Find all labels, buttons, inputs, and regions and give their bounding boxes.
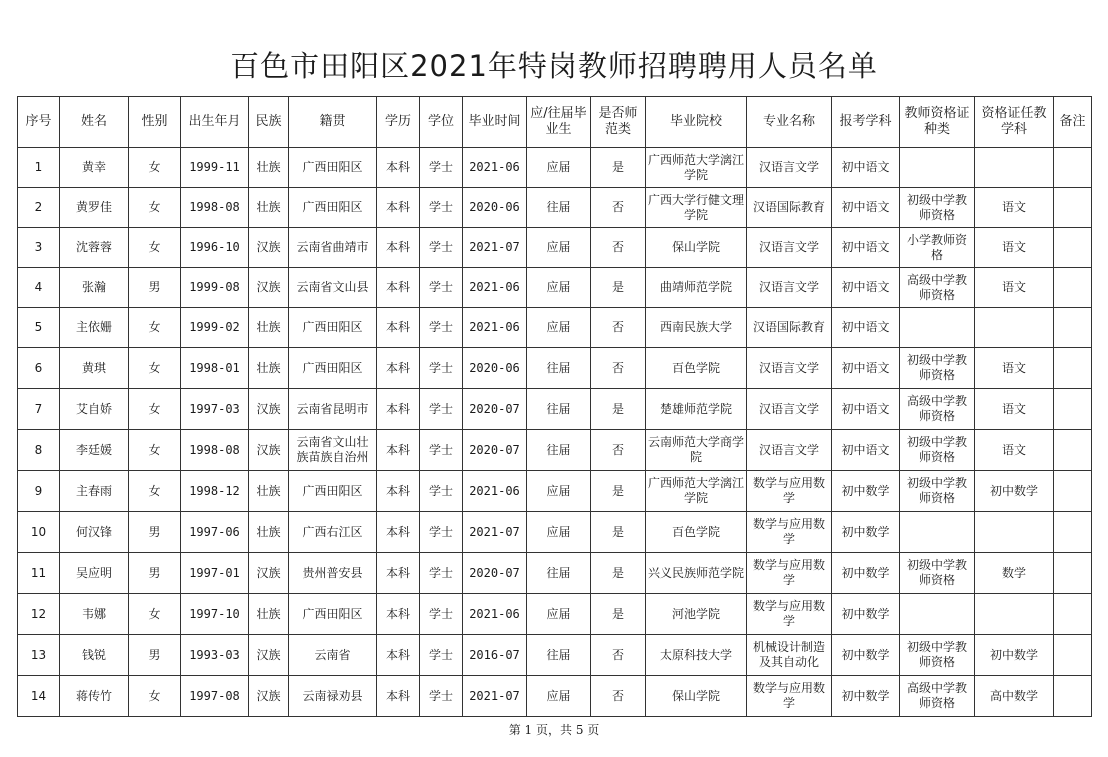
cell-certificate-subject: 数学: [975, 553, 1054, 594]
cell-native-place: 广西田阳区: [289, 188, 377, 228]
cell-normal-major: 是: [591, 512, 646, 553]
page-title: 百色市田阳区2021年特岗教师招聘聘用人员名单: [230, 49, 878, 83]
cell-gender: 女: [129, 308, 181, 348]
cell-graduation-date: 2021-06: [463, 268, 527, 308]
cell-birth: 1997-06: [181, 512, 249, 553]
cell-gender: 男: [129, 635, 181, 676]
cell-ethnicity: 壮族: [249, 348, 289, 389]
cell-graduate-status: 应届: [527, 308, 591, 348]
cell-native-place: 云南省曲靖市: [289, 228, 377, 268]
cell-seq: 4: [18, 268, 60, 308]
cell-remarks: [1054, 188, 1092, 228]
cell-ethnicity: 汉族: [249, 553, 289, 594]
cell-normal-major: 是: [591, 471, 646, 512]
table-body: [18, 148, 1092, 717]
cell-graduate-status: 应届: [527, 268, 591, 308]
cell-subject: 初中数学: [832, 594, 900, 635]
cell-subject: 初中语文: [832, 389, 900, 430]
cell-native-place: 贵州普安县: [289, 553, 377, 594]
cell-ethnicity: 壮族: [249, 594, 289, 635]
cell-education: 本科: [377, 635, 420, 676]
cell-graduation-date: 2021-06: [463, 148, 527, 188]
cell-education: 本科: [377, 471, 420, 512]
cell-education: 本科: [377, 594, 420, 635]
cell-gender: 女: [129, 594, 181, 635]
cell-seq: 3: [18, 228, 60, 268]
cell-education: 本科: [377, 148, 420, 188]
cell-subject: 初中数学: [832, 471, 900, 512]
cell-graduation-date: 2020-07: [463, 553, 527, 594]
cell-gender: 女: [129, 430, 181, 471]
cell-education: 本科: [377, 389, 420, 430]
cell-certificate-type: 高级中学教师资格: [900, 676, 975, 717]
cell-certificate-subject: [975, 148, 1054, 188]
cell-school: 广西师范大学漓江学院: [646, 148, 747, 188]
cell-certificate-type: 初级中学教师资格: [900, 188, 975, 228]
cell-certificate-subject: 语文: [975, 188, 1054, 228]
cell-gender: 女: [129, 148, 181, 188]
header-remarks: 备注: [1054, 97, 1092, 148]
cell-degree: 学士: [420, 430, 463, 471]
cell-normal-major: 否: [591, 228, 646, 268]
header-native-place: 籍贯: [289, 97, 377, 148]
cell-subject: 初中语文: [832, 308, 900, 348]
cell-school: 广西师范大学漓江学院: [646, 471, 747, 512]
table-row: [18, 188, 1092, 228]
cell-school: 曲靖师范学院: [646, 268, 747, 308]
cell-normal-major: 否: [591, 188, 646, 228]
cell-certificate-type: 高级中学教师资格: [900, 389, 975, 430]
table-row: [18, 471, 1092, 512]
cell-name: 钱锐: [60, 635, 129, 676]
cell-school: 河池学院: [646, 594, 747, 635]
cell-graduation-date: 2020-07: [463, 389, 527, 430]
cell-certificate-subject: 初中数学: [975, 471, 1054, 512]
cell-seq: 11: [18, 553, 60, 594]
cell-graduate-status: 往届: [527, 188, 591, 228]
cell-subject: 初中数学: [832, 512, 900, 553]
cell-ethnicity: 汉族: [249, 268, 289, 308]
cell-degree: 学士: [420, 188, 463, 228]
cell-education: 本科: [377, 676, 420, 717]
cell-normal-major: 否: [591, 348, 646, 389]
cell-birth: 1993-03: [181, 635, 249, 676]
table-row: [18, 594, 1092, 635]
cell-degree: 学士: [420, 308, 463, 348]
cell-graduation-date: 2021-06: [463, 308, 527, 348]
cell-name: 李廷媛: [60, 430, 129, 471]
cell-certificate-type: 初级中学教师资格: [900, 635, 975, 676]
cell-certificate-subject: 初中数学: [975, 635, 1054, 676]
cell-birth: 1999-11: [181, 148, 249, 188]
cell-name: 黄罗佳: [60, 188, 129, 228]
cell-graduation-date: 2020-07: [463, 430, 527, 471]
cell-education: 本科: [377, 188, 420, 228]
cell-name: 韦娜: [60, 594, 129, 635]
cell-seq: 10: [18, 512, 60, 553]
cell-graduation-date: 2021-06: [463, 594, 527, 635]
cell-graduation-date: 2016-07: [463, 635, 527, 676]
cell-school: 楚雄师范学院: [646, 389, 747, 430]
cell-major: 数学与应用数学: [747, 594, 832, 635]
table-row: [18, 553, 1092, 594]
cell-certificate-type: 初级中学教师资格: [900, 430, 975, 471]
cell-seq: 6: [18, 348, 60, 389]
cell-remarks: [1054, 553, 1092, 594]
cell-degree: 学士: [420, 553, 463, 594]
cell-native-place: 云南省昆明市: [289, 389, 377, 430]
cell-native-place: 云南禄劝县: [289, 676, 377, 717]
cell-major: 汉语言文学: [747, 148, 832, 188]
cell-major: 数学与应用数学: [747, 471, 832, 512]
cell-graduation-date: 2021-07: [463, 228, 527, 268]
cell-degree: 学士: [420, 228, 463, 268]
cell-normal-major: 是: [591, 594, 646, 635]
cell-native-place: 广西田阳区: [289, 594, 377, 635]
cell-school: 太原科技大学: [646, 635, 747, 676]
cell-graduate-status: 应届: [527, 512, 591, 553]
cell-certificate-subject: 语文: [975, 228, 1054, 268]
cell-school: 西南民族大学: [646, 308, 747, 348]
cell-birth: 1997-08: [181, 676, 249, 717]
table-row: [18, 430, 1092, 471]
header-certificate-subject: 资格证任教学科: [975, 97, 1054, 148]
cell-birth: 1998-12: [181, 471, 249, 512]
cell-subject: 初中语文: [832, 228, 900, 268]
cell-major: 汉语言文学: [747, 430, 832, 471]
cell-normal-major: 否: [591, 430, 646, 471]
cell-gender: 女: [129, 389, 181, 430]
table-row: [18, 635, 1092, 676]
cell-major: 汉语国际教育: [747, 308, 832, 348]
cell-name: 何汉锋: [60, 512, 129, 553]
cell-graduate-status: 往届: [527, 430, 591, 471]
cell-graduation-date: 2020-06: [463, 348, 527, 389]
cell-education: 本科: [377, 553, 420, 594]
cell-degree: 学士: [420, 594, 463, 635]
cell-native-place: 广西右江区: [289, 512, 377, 553]
header-gender: 性别: [129, 97, 181, 148]
cell-remarks: [1054, 430, 1092, 471]
cell-native-place: 广西田阳区: [289, 148, 377, 188]
cell-gender: 男: [129, 512, 181, 553]
cell-remarks: [1054, 512, 1092, 553]
cell-subject: 初中数学: [832, 553, 900, 594]
cell-native-place: 广西田阳区: [289, 471, 377, 512]
cell-native-place: 广西田阳区: [289, 348, 377, 389]
cell-school: 保山学院: [646, 676, 747, 717]
cell-seq: 13: [18, 635, 60, 676]
cell-major: 数学与应用数学: [747, 553, 832, 594]
cell-degree: 学士: [420, 148, 463, 188]
cell-subject: 初中语文: [832, 268, 900, 308]
table-row: [18, 308, 1092, 348]
cell-certificate-type: 初级中学教师资格: [900, 553, 975, 594]
cell-education: 本科: [377, 268, 420, 308]
cell-graduate-status: 应届: [527, 594, 591, 635]
cell-name: 张瀚: [60, 268, 129, 308]
cell-major: 机械设计制造及其自动化: [747, 635, 832, 676]
cell-gender: 男: [129, 553, 181, 594]
cell-ethnicity: 壮族: [249, 148, 289, 188]
cell-education: 本科: [377, 228, 420, 268]
cell-gender: 女: [129, 676, 181, 717]
cell-birth: 1999-08: [181, 268, 249, 308]
cell-subject: 初中语文: [832, 348, 900, 389]
cell-certificate-subject: 语文: [975, 348, 1054, 389]
cell-education: 本科: [377, 348, 420, 389]
cell-graduate-status: 应届: [527, 228, 591, 268]
hiring-roster-table: [17, 96, 1092, 717]
header-subject: 报考学科: [832, 97, 900, 148]
table-row: [18, 148, 1092, 188]
cell-native-place: 云南省文山县: [289, 268, 377, 308]
cell-seq: 5: [18, 308, 60, 348]
cell-ethnicity: 壮族: [249, 308, 289, 348]
cell-birth: 1996-10: [181, 228, 249, 268]
cell-major: 汉语言文学: [747, 389, 832, 430]
header-school: 毕业院校: [646, 97, 747, 148]
cell-school: 兴义民族师范学院: [646, 553, 747, 594]
cell-subject: 初中语文: [832, 188, 900, 228]
cell-remarks: [1054, 268, 1092, 308]
cell-remarks: [1054, 676, 1092, 717]
cell-gender: 男: [129, 268, 181, 308]
cell-seq: 7: [18, 389, 60, 430]
cell-education: 本科: [377, 430, 420, 471]
cell-school: 云南师范大学商学院: [646, 430, 747, 471]
cell-degree: 学士: [420, 635, 463, 676]
header-normal-major: 是否师范类: [591, 97, 646, 148]
table-row: [18, 268, 1092, 308]
cell-subject: 初中语文: [832, 430, 900, 471]
cell-school: 保山学院: [646, 228, 747, 268]
cell-major: 汉语言文学: [747, 268, 832, 308]
cell-certificate-subject: 语文: [975, 430, 1054, 471]
cell-remarks: [1054, 228, 1092, 268]
cell-ethnicity: 壮族: [249, 471, 289, 512]
cell-major: 汉语国际教育: [747, 188, 832, 228]
cell-normal-major: 是: [591, 148, 646, 188]
header-degree: 学位: [420, 97, 463, 148]
cell-seq: 2: [18, 188, 60, 228]
cell-certificate-subject: [975, 512, 1054, 553]
cell-graduate-status: 往届: [527, 553, 591, 594]
header-seq: 序号: [18, 97, 60, 148]
cell-name: 主春雨: [60, 471, 129, 512]
cell-major: 数学与应用数学: [747, 676, 832, 717]
cell-gender: 女: [129, 188, 181, 228]
cell-birth: 1998-08: [181, 430, 249, 471]
cell-name: 吴应明: [60, 553, 129, 594]
header-name: 姓名: [60, 97, 129, 148]
cell-degree: 学士: [420, 512, 463, 553]
cell-birth: 1998-08: [181, 188, 249, 228]
cell-degree: 学士: [420, 471, 463, 512]
cell-certificate-type: [900, 594, 975, 635]
cell-subject: 初中语文: [832, 148, 900, 188]
cell-gender: 女: [129, 471, 181, 512]
cell-education: 本科: [377, 512, 420, 553]
cell-native-place: 云南省文山壮族苗族自治州: [289, 430, 377, 471]
cell-birth: 1997-01: [181, 553, 249, 594]
cell-remarks: [1054, 148, 1092, 188]
cell-remarks: [1054, 635, 1092, 676]
cell-graduate-status: 应届: [527, 471, 591, 512]
cell-ethnicity: 汉族: [249, 430, 289, 471]
cell-birth: 1997-10: [181, 594, 249, 635]
cell-seq: 9: [18, 471, 60, 512]
cell-birth: 1997-03: [181, 389, 249, 430]
cell-certificate-subject: [975, 308, 1054, 348]
cell-school: 百色学院: [646, 348, 747, 389]
cell-native-place: 广西田阳区: [289, 308, 377, 348]
cell-degree: 学士: [420, 348, 463, 389]
cell-gender: 女: [129, 228, 181, 268]
cell-graduate-status: 往届: [527, 635, 591, 676]
cell-certificate-type: 初级中学教师资格: [900, 348, 975, 389]
cell-graduation-date: 2021-06: [463, 471, 527, 512]
cell-certificate-type: 高级中学教师资格: [900, 268, 975, 308]
cell-normal-major: 否: [591, 635, 646, 676]
cell-remarks: [1054, 308, 1092, 348]
table-row: [18, 512, 1092, 553]
cell-graduation-date: 2020-06: [463, 188, 527, 228]
cell-remarks: [1054, 389, 1092, 430]
cell-ethnicity: 汉族: [249, 228, 289, 268]
cell-name: 主依姗: [60, 308, 129, 348]
cell-normal-major: 是: [591, 553, 646, 594]
cell-native-place: 云南省: [289, 635, 377, 676]
table-row: [18, 228, 1092, 268]
cell-seq: 1: [18, 148, 60, 188]
table-row: [18, 389, 1092, 430]
cell-ethnicity: 汉族: [249, 676, 289, 717]
header-major: 专业名称: [747, 97, 832, 148]
cell-name: 艾自娇: [60, 389, 129, 430]
cell-education: 本科: [377, 308, 420, 348]
table-header-row: [18, 97, 1092, 148]
cell-graduate-status: 应届: [527, 676, 591, 717]
cell-normal-major: 否: [591, 308, 646, 348]
cell-graduate-status: 应届: [527, 148, 591, 188]
cell-certificate-type: 小学教师资格: [900, 228, 975, 268]
cell-ethnicity: 壮族: [249, 188, 289, 228]
cell-certificate-type: [900, 512, 975, 553]
cell-subject: 初中数学: [832, 635, 900, 676]
table-row: [18, 676, 1092, 717]
header-birth: 出生年月: [181, 97, 249, 148]
cell-remarks: [1054, 471, 1092, 512]
cell-certificate-subject: 语文: [975, 268, 1054, 308]
cell-certificate-type: [900, 148, 975, 188]
cell-name: 沈蓉蓉: [60, 228, 129, 268]
cell-normal-major: 否: [591, 676, 646, 717]
cell-name: 黄幸: [60, 148, 129, 188]
header-graduation-date: 毕业时间: [463, 97, 527, 148]
cell-school: 百色学院: [646, 512, 747, 553]
cell-name: 蒋传竹: [60, 676, 129, 717]
cell-ethnicity: 汉族: [249, 635, 289, 676]
cell-birth: 1998-01: [181, 348, 249, 389]
cell-seq: 14: [18, 676, 60, 717]
cell-degree: 学士: [420, 676, 463, 717]
cell-graduation-date: 2021-07: [463, 676, 527, 717]
cell-certificate-type: [900, 308, 975, 348]
header-education: 学历: [377, 97, 420, 148]
cell-subject: 初中数学: [832, 676, 900, 717]
cell-certificate-subject: 语文: [975, 389, 1054, 430]
table-row: [18, 348, 1092, 389]
cell-degree: 学士: [420, 389, 463, 430]
cell-certificate-subject: 高中数学: [975, 676, 1054, 717]
cell-school: 广西大学行健文理学院: [646, 188, 747, 228]
cell-seq: 12: [18, 594, 60, 635]
cell-ethnicity: 壮族: [249, 512, 289, 553]
cell-ethnicity: 汉族: [249, 389, 289, 430]
cell-graduate-status: 往届: [527, 348, 591, 389]
cell-major: 汉语言文学: [747, 348, 832, 389]
cell-normal-major: 是: [591, 268, 646, 308]
cell-normal-major: 是: [591, 389, 646, 430]
header-ethnicity: 民族: [249, 97, 289, 148]
page-footer: 第 1 页，共 5 页: [508, 723, 600, 737]
cell-gender: 女: [129, 348, 181, 389]
cell-name: 黄琪: [60, 348, 129, 389]
cell-graduation-date: 2021-07: [463, 512, 527, 553]
cell-major: 数学与应用数学: [747, 512, 832, 553]
cell-certificate-subject: [975, 594, 1054, 635]
header-graduate-status: 应/往届毕业生: [527, 97, 591, 148]
cell-major: 汉语言文学: [747, 228, 832, 268]
header-certificate-type: 教师资格证种类: [900, 97, 975, 148]
cell-birth: 1999-02: [181, 308, 249, 348]
cell-graduate-status: 往届: [527, 389, 591, 430]
cell-degree: 学士: [420, 268, 463, 308]
cell-seq: 8: [18, 430, 60, 471]
cell-remarks: [1054, 348, 1092, 389]
cell-certificate-type: 初级中学教师资格: [900, 471, 975, 512]
cell-remarks: [1054, 594, 1092, 635]
